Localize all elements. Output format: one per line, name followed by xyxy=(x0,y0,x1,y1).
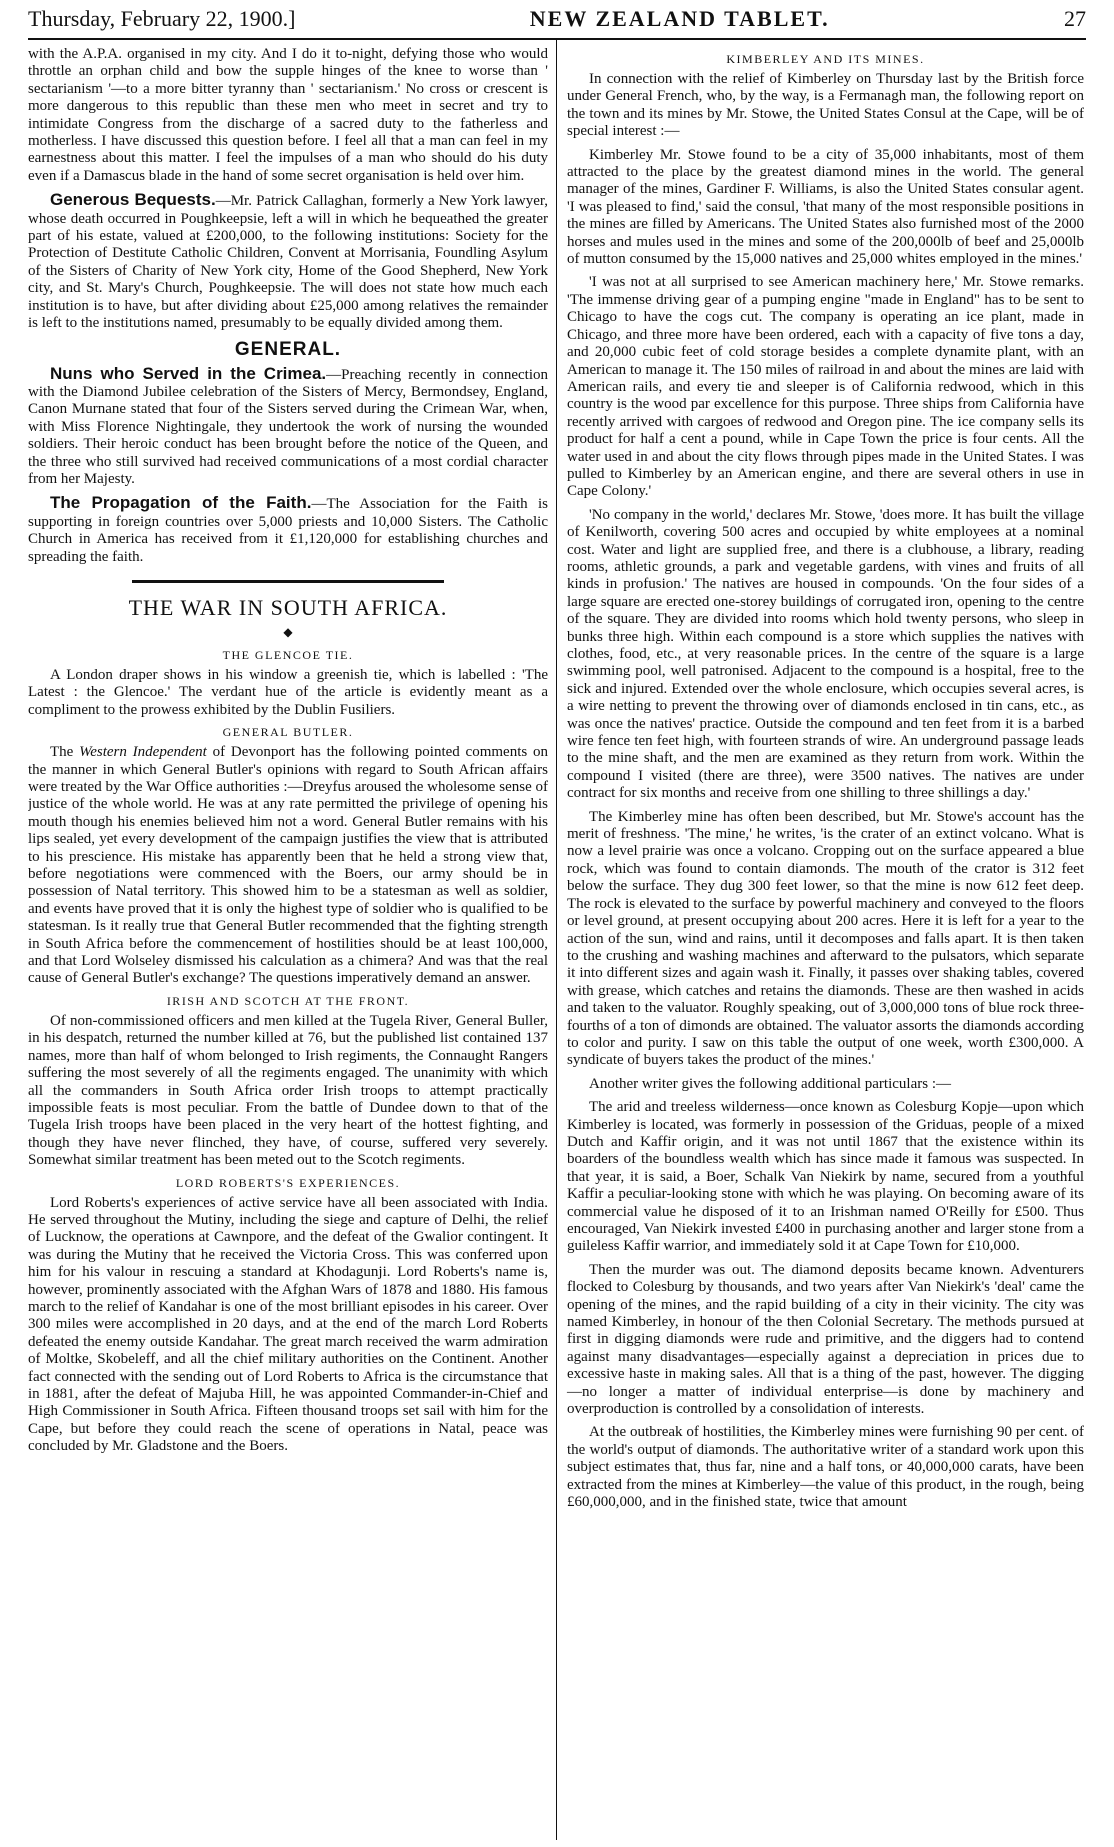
runin-heading: The Propagation of the Faith. xyxy=(50,493,312,513)
paragraph: Then the murder was out. The diamond deposits became known. Adventurers flocked to Colesburg by thousands, and two years after Van Niekirk's 'deal' came the opening of the mines, and the rapid building of a city in their vicinity. The city was named Kimberley, in honour of the then Colonial Secretary. The methods pursued at first in digging diamonds were rude and primitive, and the diggers had to contend against many disadvantages—especially against a depreciation in prices due to excessive haste in making sales. All that is a thing of the past, however. The digging—no longer a matter of individual enterprise—is done by machinery and overproduction is controlled by a consolidation of interests. xyxy=(567,1261,1084,1418)
section-divider xyxy=(132,580,444,583)
newspaper-name: Western Independent xyxy=(79,744,207,761)
butler-intro: The xyxy=(50,744,80,761)
columns xyxy=(28,40,1086,1840)
paragraph: The arid and treeless wilderness—once known as Colesburg Kopje—upon which Kimberley is located, was formerly in possession of the Griduas, people of a mixed Dutch and Kaffir origin, and it was not until 1867 that the existence within its boarders of the boundless wealth which has since made it famous was suspected. In that year, it is said, a Boer, Schalk Van Niekirk by name, secured from a youthful Kaffir a peculiar-looking stone with which he was playing. On becoming aware of its commercial value he disposed of it to an Irishman named O'Reilly for £500. Thus encouraged, Van Niekirk invested £400 in purchasing another and larger stone from a guileless Kaffir warrior, and immediately sold it at Cape Town for £10,000. xyxy=(567,1099,1084,1255)
paragraph: Another writer gives the following additional particulars :— xyxy=(589,1075,951,1092)
runin-heading: Generous Bequests. xyxy=(50,190,216,210)
paragraph: The Kimberley mine has often been described, but Mr. Stowe's account has the merit of freshness. 'The mine,' he writes, 'is the crater of an extinct volcano. What is now a level prairie was once a volcano. Cropping out on the surface appeared a blue rock, which was found to contain diamonds. The mouth of the crator is 312 feet below the surface. They dug 300 feet lower, so that the mine is now 612 feet deep. The rock is elevated to the surface by powerful machinery and conveyed to the floors or level ground, at present occupying about 200 acres. Here it is left for a year to the action of the sun, wind and rains, until it decomposes and falls apart. It is then taken to the crushing and washing machines and afterward to the pulsators, which separate it into different sizes and again wash it. Finally, it passes over shaking tables, covered with grease, which catches and retains the diamonds. These are then washed in acids and taken to the valuator. Roughly speaking, out of 3,000,000 tons of blue rock three-fourths of a ton of dimonds are obtained. The valuator assorts the diamonds according to color and purity. I saw on this table the output of one week, worth £300,000. A syndicate of buyers takes the product of the mines.' xyxy=(567,808,1084,1069)
article-nuns-crimea xyxy=(28,365,548,489)
diamond-ornament: ◆ xyxy=(283,624,293,639)
article-body: —Mr. Patrick Callaghan, formerly a New York lawyer, whose death occurred in Poughkeepsie, left a will in which he bequeathed the greater part of his estate, valued at £200,000, to the following institutions: Society for the Protection of Destitute Catholic Children, Convent at Morrisania, Foundling Asylum of the Sisters of Charity of New York city, Home of the Good Shepherd, New York city, and St. Mary's Church, Poughkeepsie. The will does not state how much each institution is to have, but after dividing about £25,000 among relatives the remainder is left to the institutions named, presumably to be equally divided among them. xyxy=(28,193,549,332)
article-generous-bequests xyxy=(28,191,548,332)
paragraph: At the outbreak of hostilities, the Kimberley mines were furnishing 90 per cent. of the world's output of diamonds. The authoritative writer of a standard work upon this subject estimates that, thus far, nine and a half tons, or 40,000,000 carats, have been extracted from the mines at Kimberley—the value of this product, in the rough, being £60,000,000, and in the finished state, twice that amount xyxy=(567,1424,1084,1511)
right-column xyxy=(556,40,1084,1840)
article-butler xyxy=(28,744,548,988)
paragraph: In connection with the relief of Kimberley on Thursday last by the British force under General French, who, by the way, is a Fermanagh man, the following report on the town and its mines by Mr. Stowe, the United States Consul at the Cape, will be of special interest :— xyxy=(567,71,1084,140)
masthead-title: NEW ZEALAND TABLET. xyxy=(529,6,830,31)
section-heading-war: THE WAR IN SOUTH AFRICA. xyxy=(128,594,448,620)
article-glencoe: A London draper shows in his window a greenish tie, which is labelled : 'The Latest : the Glencoe.' The verdant hue of the article is evidently meant as a compliment to the prowess exhibited by the Dublin Fusiliers. xyxy=(28,666,548,718)
subheading-roberts: LORD ROBERTS'S EXPERIENCES. xyxy=(175,1175,401,1190)
page-header xyxy=(28,6,1086,36)
article-roberts: Lord Roberts's experiences of active service have all been associated with India. He served throughout the Mutiny, including the siege and capture of Delhi, the relief of Lucknow, the operations at Cawnpore, and the defeat of the Gwalior contingent. It was during the Mutiny that he received the Victoria Cross. This was conferred upon him for his valour in rescuing a standard at Khodagunji. Lord Roberts's name is, however, prominently associated with the Afghan Wars of 1878 and 1880. His famous march to the relief of Kandahar is one of the most brilliant episodes in his career. Over 300 miles were accomplished in 20 days, and at the end of the march Lord Roberts defeated the enemy outside Kandahar. The great march received the warm admiration of Moltke, Skobeleff, and all the chief military authorities on the Continent. Another fact connected with the sending out of Lord Roberts to Africa is the circumstance that in 1881, after the defeat of Majuba Hill, he was appointed Commander-in-Chief and High Commissioner in South Africa. Fifteen thousand troops set sail with him for the Cape, but before they could reach the scene of operations in Natal, peace was concluded by Mr. Gladstone and the Boers. xyxy=(28,1194,548,1455)
section-heading-general: GENERAL. xyxy=(234,338,342,360)
subheading-kimberley: KIMBERLEY AND ITS MINES. xyxy=(726,52,925,66)
page-number: 27 xyxy=(1064,6,1086,31)
paragraph: Kimberley Mr. Stowe found to be a city of 35,000 inhabitants, most of them attracted to the place by the greatest diamond mines in the world. The general manager of the mines, Gardiner F. Williams, is also the United States consular agent. 'I was pleased to find,' said the consul, 'that many of the most responsible positions in the mines are filled by Americans. The United States also furnished most of the 2000 horses and mules used in the mines and some of the 200,000lb of beef and 25,000lb of mutton consumed by the 15,000 natives and 25,000 whites employed in the mines.' xyxy=(567,146,1084,268)
subheading-glencoe: THE GLENCOE TIE. xyxy=(222,647,354,662)
article-propagation-faith xyxy=(28,494,548,566)
article-irish: Of non-commissioned officers and men killed at the Tugela River, General Buller, in his despatch, returned the number killed at 76, but the published list contained 137 names, more than half of whom belonged to Irish regiments, the Connaught Rangers suffering the most severely of all the regiments engaged. The unanimity with which all the commanders in South Africa order Irish troops to attempt practically impossible feats is most peculiar. From the battle of Dundee down to that of the Tugela Irish troops have been placed in the very heart of the hottest fighting, and though they have never flinched, they have, of course, suffered very severely. Somewhat similar treatment has been meted out to the Scotch regiments. xyxy=(28,1012,548,1169)
header-date: Thursday, February 22, 1900.] xyxy=(28,6,296,31)
article-body: of Devonport has the following pointed comments on the manner in which General Butler's opinions with regard to South African affairs were treated by the War Office authorities :—Dreyfus aroused the wholesome sense of justice of the whole world. He was at any rate permitted the privilege of opening his mouth though his enemies believed him not a word. General Butler remains with his lips sealed, yet every development of the campaign justifies the view that is attributed to his prescience. His mistake has apparently been that he held a strong view that, before negotiations were commenced with the Boers, our army should be in possession of Natal territory. This showed him to be a statesman as well as soldier, and events have proved that it is only the highest type of soldier who is qualified to be statesman. Is it really true that General Butler recommended that the fighting strength in South Africa before the commencement of hostilities should be at least 100,000, and that Lord Wolseley dismissed his calculation as a chimera? And was that the real cause of General Butler's exchange? The questions imperatively demand an answer. xyxy=(28,744,548,987)
paragraph: 'I was not at all surprised to see American machinery here,' Mr. Stowe remarks. 'The immense driving gear of a pumping engine "made in England" has to be sent to Chicago to have the cogs cut. The company is operating an ice plant, made in Chicago, and three more have been ordered, each with a capacity of five tons a day, and 20,000 cubic feet of cold storage besides a complete dynamite plant, with an American to manage it. The 150 miles of railroad in and about the mines are laid with American rails, and every tie and sleeper is of California redwood, which in this country is the wood par excellence for this purpose. Three ships from California have recently arrived with cargoes of redwood and Oregon pine. The ice company sells its product for half a cent a pound, while in Cape Town the price is four cents. All the water used in and about the city flows through pipes made in the United States. I was pulled to Kimberley by an American engine, and there are several others in use in Cape Colony.' xyxy=(567,274,1084,500)
paragraph: 'No company in the world,' declares Mr. Stowe, 'does more. It has built the village of Kenilworth, covering 500 acres and occupied by white employees at a nominal cost. Water and light are supplied free, and there is a clubhouse, a library, reading rooms, athletic grounds, a park and vegetable gardens, with vines and fruits of all kinds in profusion.' The natives are housed in compounds. 'On the four sides of a large square are erected one-storey buildings of corrugated iron, opening to the centre of the square. They are divided into rooms which hold twenty persons, who sleep in bunks three high. Within each compound is a store which supplies the natives with clothes, food, etc., at very reasonable prices. In the centre of the square is a large swimming pool, well patronised. Adjacent to the compound is a hospital, free to the sick and injured. Extended over the whole enclosure, which occupies several acres, is a wire netting to prevent the throwing over of diamonds enclosed in tin cans, etc., as was once the natives' practice. Outside the compound and ten feet from it is a barbed wire fence ten feet high, with fourteen strands of wire. An underground passage leads to the mine shaft, and the men are examined as they return from work. Within the compound I visited (there are three), were 3500 natives. The natives are under contract for six months and receive from one shilling to three shillings a day.' xyxy=(567,506,1084,802)
subheading-irish: IRISH AND SCOTCH AT THE FRONT. xyxy=(166,993,410,1008)
continued-paragraph: with the A.P.A. organised in my city. And I do it to-night, defying those who would throttle an orphan child and bow the supple hinges of the knee to worse than ' sectarianism '—to a more bitter tyranny than ' sectarianism.' No cross or crescent is more dangerous to this republic than these men who meet in secret and try to intimidate Congress from the discharge of a sacred duty to the fatherless and motherless. I have discussed this question before. I feel all that a man can feel in my earnestness about this matter. I feel the impulses of a man who should do his duty even if a Damascus blade in the hand of some secret organisation is held over him. xyxy=(28,46,548,184)
article-body: —Preaching recently in connection with the Diamond Jubilee celebration of the Sisters of Mercy, Bermondsey, England, Canon Murnane stated that four of the Sisters served during the Crimean War, when, with Miss Florence Nightingale, they undertook the work of nursing the wounded soldiers. Their heroic conduct has been brought before the notice of the Queen, and the three who still survived had received communications of a most cordial character from her Majesty. xyxy=(28,366,549,487)
subheading-butler: GENERAL BUTLER. xyxy=(222,725,354,740)
left-column xyxy=(28,40,556,1840)
runin-heading: Nuns who Served in the Crimea. xyxy=(50,363,327,383)
article-body: —The Association for the Faith is supporting in foreign countries over 5,000 priests and 10,000 Sisters. The Catholic Church in America has received from it £1,120,000 for establishing churches and spreading the faith. xyxy=(28,496,548,565)
